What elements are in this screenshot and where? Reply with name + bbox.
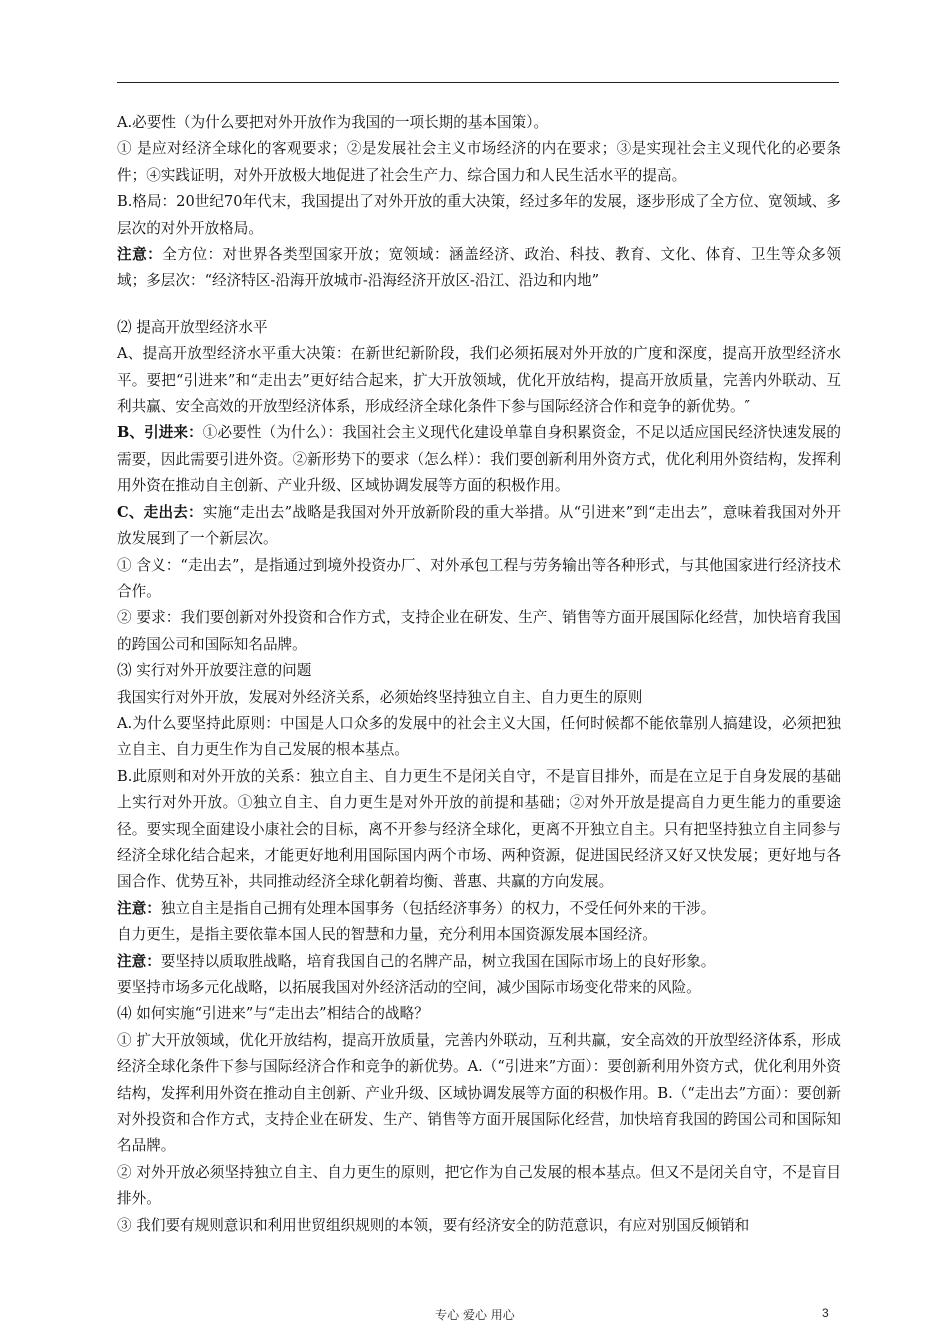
paragraph-market-diversification: 要坚持市场多元化战略，以拓展我国对外经济活动的空间，减少国际市场变化带来的风险。 — [117, 979, 701, 996]
section-heading-4: ⑷ 如何实施“引进来”与“走出去”相结合的战略？ — [117, 1005, 429, 1023]
paragraph-why-principle: A.为什么要坚持此原则：中国是人口众多的发展中的社会主义大国，任何时候都不能依靠别人搞建设，必须把独立自主、自力更生作为自己发展的根本基点。 — [117, 714, 841, 759]
page-number: 3 — [822, 1306, 829, 1320]
paragraph-note-quality: 注意：要坚持以质取胜战略，培育我国自己的名牌产品，树立我国在国际市场上的良好形象。 — [117, 952, 716, 970]
paragraph-go-out-requirement: ② 要求：我们要创新对外投资和合作方式，支持企业在研发、生产、销售等方面开展国际化经营，加快培育我国的跨国公司和国际知名品牌。 — [117, 609, 841, 653]
paragraph-principle: 我国实行对外开放，发展对外经济关系，必须始终坚持独立自主、自力更生的原则 — [117, 688, 643, 706]
document-body — [117, 110, 841, 1239]
go-out-label: C、走出去： — [117, 503, 203, 521]
paragraph-go-out: C、走出去：实施“走出去”战略是我国对外开放新阶段的重大举措。从“引进来”到“走出去”，意味着我国对外开放发展到了一个新层次。 — [117, 503, 841, 548]
paragraph-necessity: A.必要性（为什么要把对外开放作为我国的一项长期的基本国策）。 — [117, 114, 549, 131]
footer-motto: 专心 爱心 用心 — [435, 1308, 515, 1322]
note-label: 注意： — [117, 952, 161, 970]
paragraph-note-independence: 注意：独立自主是指自己拥有处理本国事务（包括经济事务）的权力，不受任何外来的干涉。 — [117, 899, 716, 917]
paragraph-pattern: B.格局：20世纪70年代末，我国提出了对外开放的重大决策，经过多年的发展，逐步形成了全方位、宽领域、多层次的对外开放格局。 — [117, 193, 841, 237]
note-label: 注意： — [117, 246, 163, 264]
paragraph-strategy-2: ② 对外开放必须坚持独立自主、自力更生的原则，把它作为自己发展的根本基点。但又不是闭关自守，不是盲目排外。 — [117, 1163, 841, 1208]
paragraph-strategy-1: ① 扩大开放领域，优化开放结构，提高开放质量，完善内外联动，互利共赢，安全高效的开放型经济体系，形成经济全球化条件下参与国际经济合作和竞争的新优势。A.（“引进来”方面）：要创新利用外资方式，优化利用外资结构，发挥利用外资在推动自主创新、产业升级、区域协调发展等方面的积极作用。B.（“走出去”方面）：要创新对外投资和合作方式，支持企业在研发、生产、销售等方面开展国际化经营，加快培育我国的跨国公司和国际知名品牌。 — [117, 1031, 841, 1155]
section-heading-3: ⑶ 实行对外开放要注意的问题 — [117, 662, 312, 680]
paragraph-self-reliance: 自力更生，是指主要依靠本国人民的智慧和力量，充分利用本国资源发展本国经济。 — [117, 926, 657, 944]
section-heading-2: ⑵ 提高开放型经济水平 — [117, 318, 268, 336]
paragraph-note-pattern: 注意：全方位：对世界各类型国家开放；宽领域：涵盖经济、政治、科技、教育、文化、体育、卫生等众多领域；多层次：“经济特区-沿海开放城市-沿海经济开放区-沿江、沿边和内地” — [117, 246, 841, 290]
paragraph-go-out-meaning: ① 含义：“走出去”，是指通过到境外投资办厂、对外承包工程与劳务输出等各种形式，与其他国家进行经济技术合作。 — [117, 556, 841, 600]
note-label: 注意： — [117, 899, 161, 917]
spacer — [117, 295, 841, 315]
paragraph-open-economy: A、提高开放型经济水平重大决策：在新世纪新阶段，我们必须拓展对外开放的广度和深度，提高开放型经济水平。要把“引进来”和“走出去”更好结合起来，扩大开放领域，优化开放结构，提高开放质量，完善内外联动、互利共赢、安全高效的开放型经济体系，形成经济全球化条件下参与国际经济合作和竞争的新优势。″ — [117, 345, 841, 416]
header-rule — [117, 82, 839, 83]
bring-in-label: B、引进来： — [117, 424, 203, 442]
paragraph-strategy-3: ③ 我们要有规则意识和利用世贸组织规则的本领，要有经济安全的防范意识，有应对别国反倾销和 — [117, 1216, 750, 1234]
paragraph-bring-in: B、引进来：①必要性（为什么）：我国社会主义现代化建设单靠自身积累资金，不足以适应国民经济快速发展的需要，因此需要引进外资。②新形势下的要求（怎么样）：我们要创新利用外资方式，优化利用外资结构，发挥利用外资在推动自主创新、产业升级、区域协调发展等方面的积极作用。 — [117, 424, 841, 495]
paragraph-necessity-points: ① 是应对经济全球化的客观要求；②是发展社会主义市场经济的内在要求；③是实现社会主义现代化的必要条件；④实践证明，对外开放极大地促进了社会生产力、综合国力和人民生活水平的提高。 — [117, 140, 841, 184]
paragraph-principle-relation: B.此原则和对外开放的关系：独立自主、自力更生不是闭关自守，不是盲目排外，而是在立足于自身发展的基础上实行对外开放。①独立自主、自力更生是对外开放的前提和基础；②对外开放是提高自力更生能力的重要途径。要实现全面建设小康社会的目标，离不开参与经济全球化，更离不开独立自主。只有把坚持独立自主同参与经济全球化结合起来，才能更好地利用国际国内两个市场、两种资源，促进国民经济又好又快发展；更好地与各国合作、优势互补，共同推动经济全球化朝着均衡、普惠、共赢的方向发展。 — [117, 767, 841, 891]
